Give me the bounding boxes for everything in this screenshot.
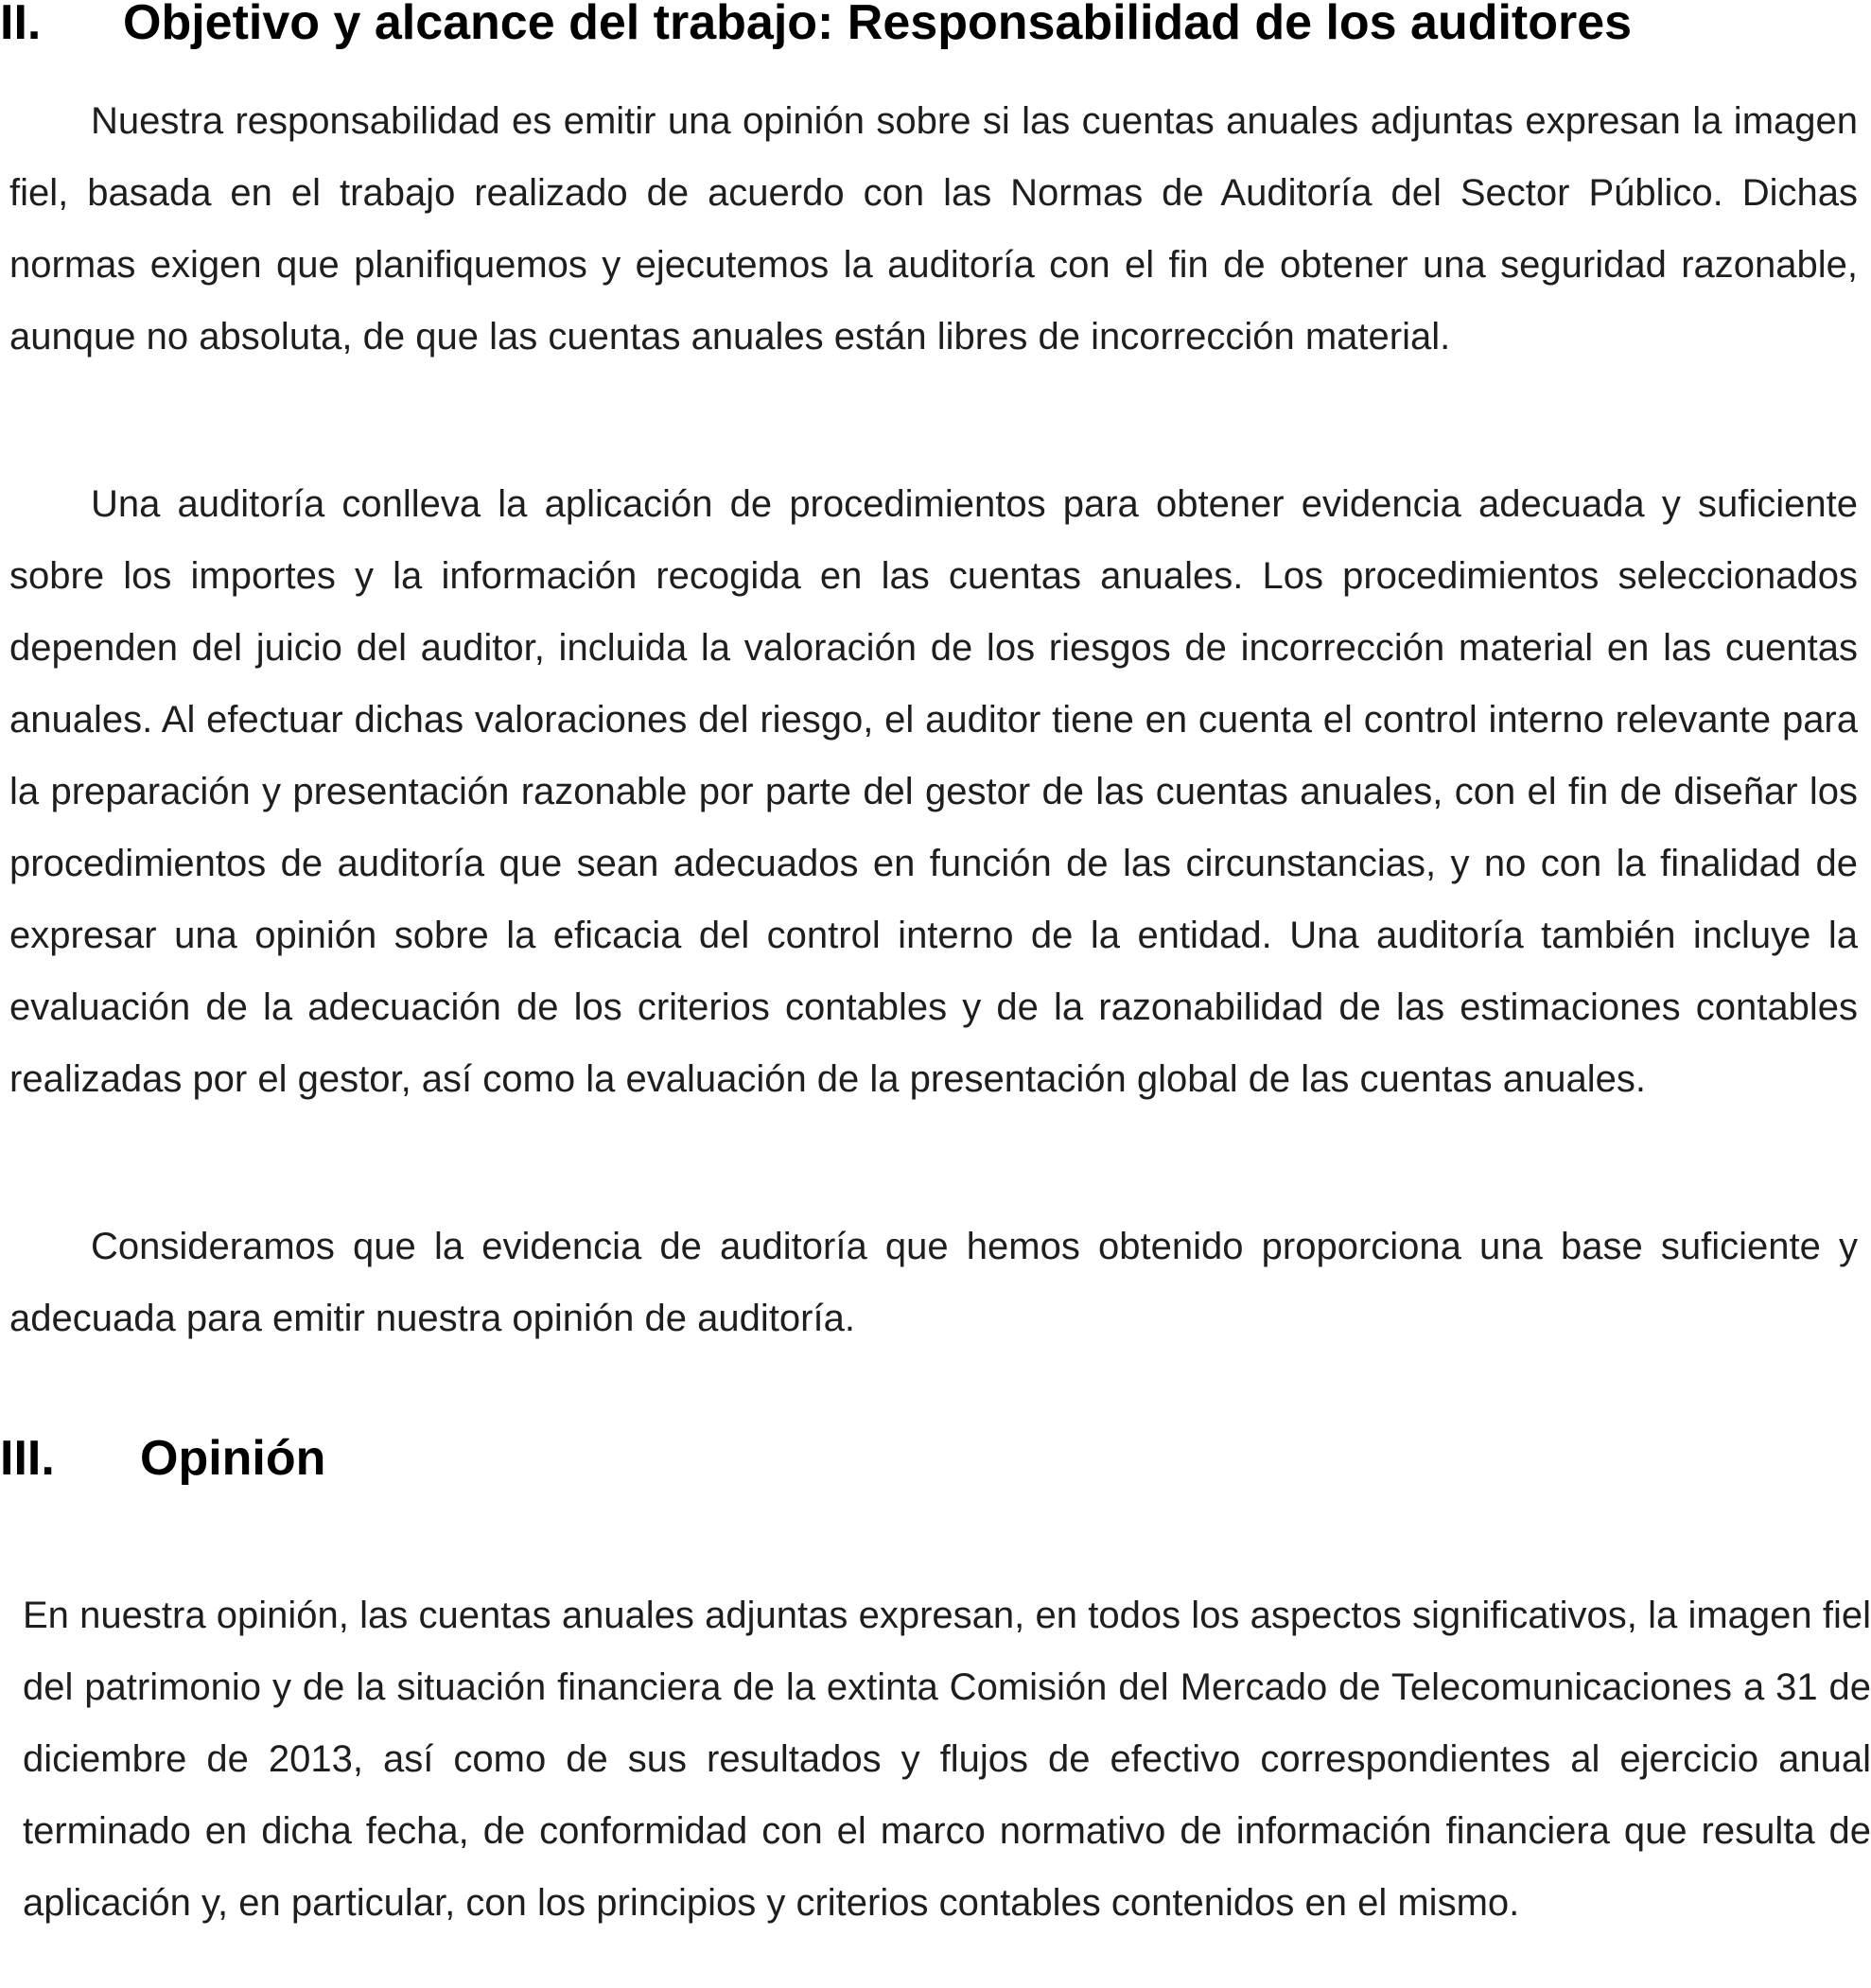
section-number: II. [0,0,42,50]
section-title: Objetivo y alcance del trabajo: Responsabilidad de los auditores [123,0,1633,50]
section-heading-opinion [0,1431,326,1486]
section-heading-objetivo [0,0,1633,50]
paragraph-evidencia: Consideramos que la evidencia de auditoría que hemos obtenido proporciona una base suficiente y adecuada para emitir nuestra opinión de auditoría. [9,1226,1858,1339]
paragraph-responsabilidad: Nuestra responsabilidad es emitir una opinión sobre si las cuentas anuales adjuntas expresan la imagen fiel, basada en el trabajo realizado de acuerdo con las Normas de Auditoría del Sector Público. Dichas normas exigen que planifiquemos y ejecutemos la auditoría con el fin de obtener una seguridad razonable, aunque no absoluta, de que las cuentas anuales están libres de incorrección material. [9,100,1858,357]
paragraph-procedimientos: Una auditoría conlleva la aplicación de procedimientos para obtener evidencia adecuada y suficiente sobre los importes y la información recogida en las cuentas anuales. Los procedimientos seleccionados dependen del juicio del auditor, incluida la valoración de los riesgos de incorrección material en las cuentas anuales. Al efectuar dichas valoraciones del riesgo, el auditor tiene en cuenta el control interno relevante para la preparación y presentación razonable por parte del gestor de las cuentas anuales, con el fin de diseñar los procedimientos de auditoría que sean adecuados en función de las circunstancias, y no con la finalidad de expresar una opinión sobre la eficacia del control interno de la entidad. Una auditoría también incluye la evaluación de la adecuación de los criterios contables y de la razonabilidad de las estimaciones contables realizadas por el gestor, así como la evaluación de la presentación global de las cuentas anuales. [9,483,1858,1100]
paragraph-opinion: En nuestra opinión, las cuentas anuales adjuntas expresan, en todos los aspectos significativos, la imagen fiel del patrimonio y de la situación financiera de la extinta Comisión del Mercado de Telecomunicaciones a 31 de diciembre de 2013, así como de sus resultados y flujos de efectivo correspondientes al ejercicio anual terminado en dicha fecha, de conformidad con el marco normativo de información financiera que resulta de aplicación y, en particular, con los principios y criterios contables contenidos en el mismo. [23,1595,1871,1924]
section-title: Opinión [140,1431,326,1486]
section-number: III. [0,1431,55,1486]
